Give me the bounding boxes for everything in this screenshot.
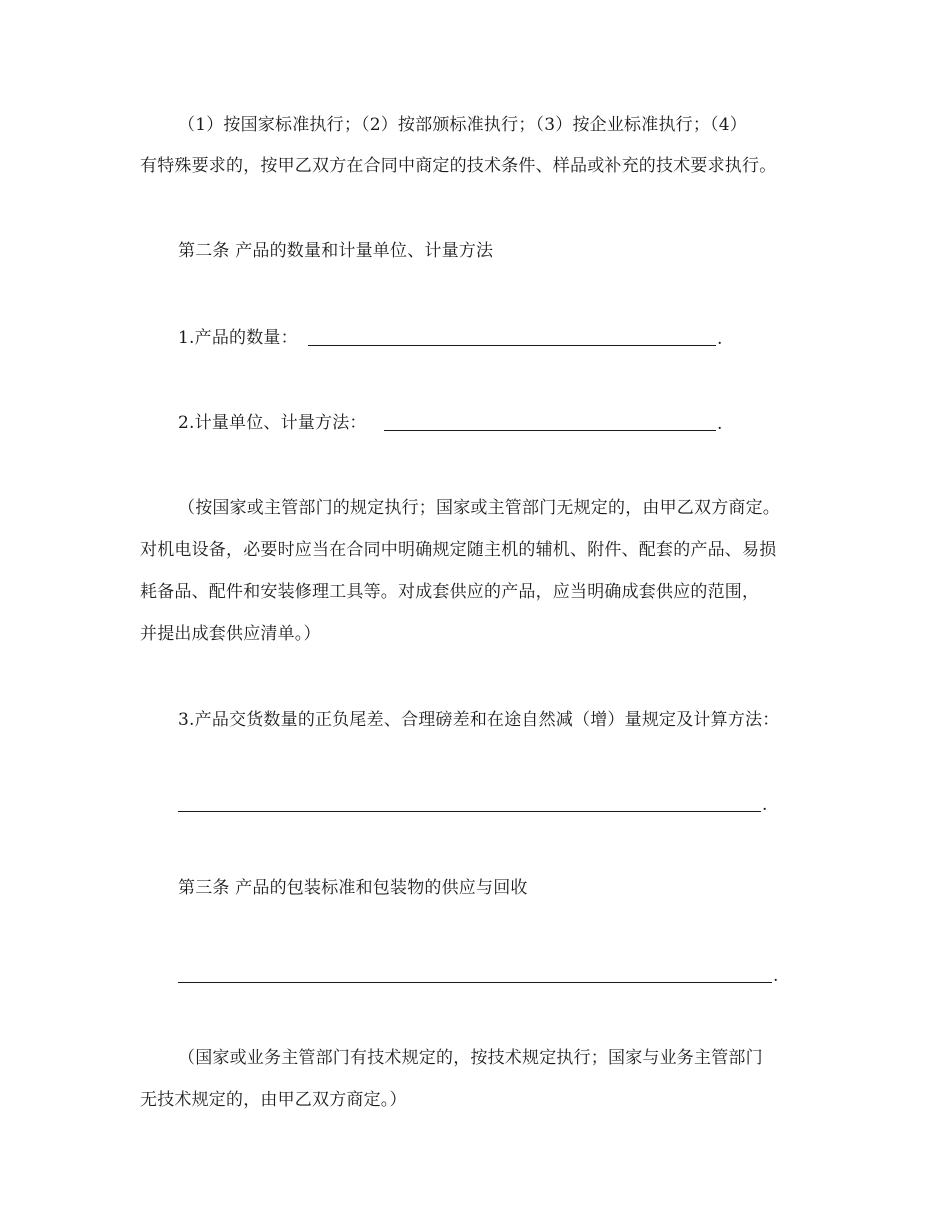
standards-line-1: （1）按国家标准执行；（2）按部颁标准执行；（3）按企业标准执行；（4） xyxy=(178,115,747,135)
article-2-note-line-3: 耗备品、配件和安装修理工具等。对成套供应的产品，应当明确成套供应的范围， xyxy=(140,582,760,602)
standards-line-2: 有特殊要求的，按甲乙双方在合同中商定的技术条件、样品或补充的技术要求执行。 xyxy=(140,156,777,176)
article-2-item-1-end: . xyxy=(717,329,723,349)
article-2-heading: 第二条 产品的数量和计量单位、计量方法 xyxy=(178,241,494,261)
article-3-heading: 第三条 产品的包装标准和包装物的供应与回收 xyxy=(178,878,528,898)
article-2-note-line-2: 对机电设备，必要时应当在合同中明确规定随主机的辅机、附件、配套的产品、易损 xyxy=(140,540,777,560)
article-2-item-3-label: 3.产品交货数量的正负尾差、合理磅差和在途自然减（增）量规定及计算方法： xyxy=(178,710,780,730)
article-2-item-3-end: . xyxy=(762,795,768,815)
article-3-note-line-2: 无技术规定的，由甲乙双方商定。） xyxy=(140,1090,407,1110)
packaging-blank-line xyxy=(178,982,772,983)
quantity-blank-line xyxy=(308,345,716,346)
article-3-blank-end: . xyxy=(773,966,779,986)
unit-method-blank-line xyxy=(384,430,716,431)
article-2-item-2-label: 2.计量单位、计量方法： xyxy=(178,413,367,433)
article-2-item-1-label: 1.产品的数量： xyxy=(178,328,298,348)
article-2-note-line-4: 并提出成套供应清单。） xyxy=(140,624,321,644)
article-2-note-line-1: （按国家或主管部门的规定执行；国家或主管部门无规定的，由甲乙双方商定。 xyxy=(178,498,780,518)
article-3-note-line-1: （国家或业务主管部门有技术规定的，按技术规定执行；国家与业务主管部门 xyxy=(178,1048,763,1068)
tolerance-blank-line xyxy=(178,811,761,812)
article-2-item-2-end: . xyxy=(717,414,723,434)
